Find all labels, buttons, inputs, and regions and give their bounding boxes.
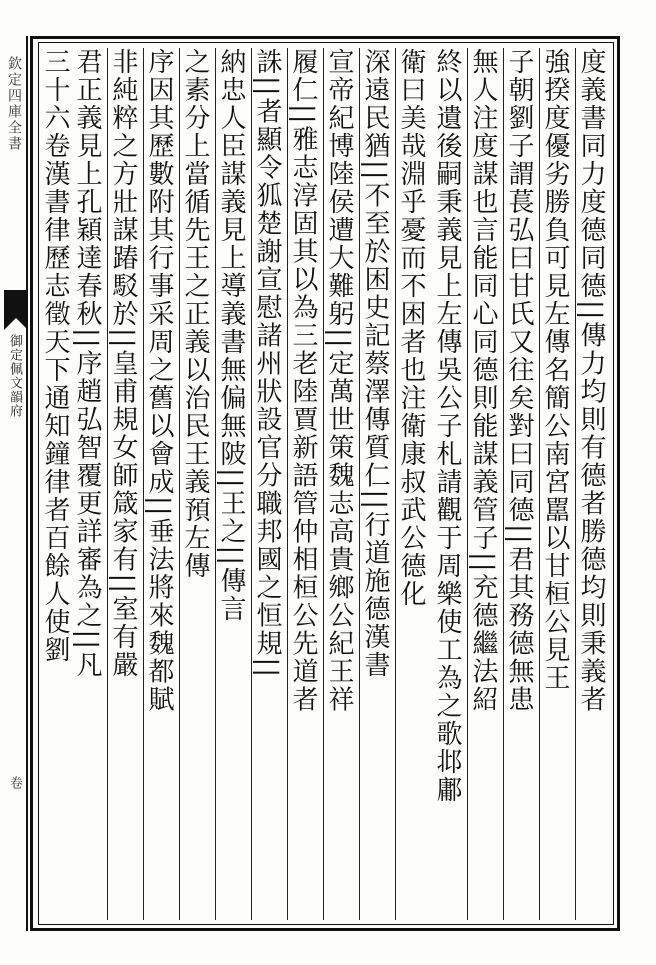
text-column: 君正義見上孔穎達春秋||序趙弘智覆更詳審為之||凡 bbox=[72, 48, 102, 680]
text-column: 履仁||雅志淳固其以為三老陸賈新語管仲相桓公先道者 bbox=[288, 48, 318, 714]
fold-strip-title: 欽定四庫全書 bbox=[6, 56, 22, 152]
text-column: 衛曰美哉淵乎憂而不困者也注衛康叔武公德化 bbox=[396, 48, 426, 608]
column-rule bbox=[143, 48, 144, 920]
column-rule bbox=[323, 48, 324, 920]
text-columns bbox=[42, 48, 612, 920]
text-column: 納忠人臣謀義見上導義書無偏無陂||王之||傳言 bbox=[216, 48, 246, 624]
column-rule bbox=[359, 48, 360, 920]
text-column: 之素分上當循先王之正義以治民王義預左傳 bbox=[180, 48, 210, 580]
column-rule bbox=[395, 48, 396, 920]
column-rule bbox=[287, 48, 288, 920]
text-column: 深遠民猶||不至於困史記蔡澤傳質仁||行道施德漢書 bbox=[360, 48, 390, 680]
column-rule bbox=[467, 48, 468, 920]
text-column: 無人注度謀也言能同心同德則能謀義管子||充德繼法紹 bbox=[468, 48, 498, 714]
column-rule bbox=[251, 48, 252, 920]
fish-tail-mark-icon bbox=[4, 290, 28, 330]
text-column: 強揆度優劣勝負可見左傳名簡公南宮嚚以甘桓公見王 bbox=[540, 48, 570, 692]
text-column: 宣帝紀博陸侯遭大難躬||定萬世策魏志高貴鄉公紀王祥 bbox=[324, 48, 354, 714]
text-column: 終以遺後嗣秉義見上左傳吳公子札請觀于周樂使工為之歌邶鄘 bbox=[432, 48, 462, 804]
column-rule bbox=[539, 48, 540, 920]
text-column: 子朝劉子謂萇弘曰甘氏又往矣對曰同德||君其務德無患 bbox=[504, 48, 534, 714]
fold-strip-folio: 卷 bbox=[7, 776, 22, 789]
column-rule bbox=[107, 48, 108, 920]
text-column: 三十六卷漢書律歷志徵天下通知鐘律者百餘人使劉 bbox=[40, 48, 70, 664]
column-rule bbox=[215, 48, 216, 920]
fold-strip-series-title: 御定佩文韻府 bbox=[7, 334, 22, 418]
text-column: 誅||者顯令狐楚謝宣慰諸州狀設官分職邦國之恒規|| bbox=[252, 48, 282, 680]
text-column: 度義書同力度德同德||傳力均則有德者勝德均則秉義者 bbox=[576, 48, 606, 714]
fold-strip bbox=[0, 36, 30, 931]
column-rule bbox=[179, 48, 180, 920]
text-column: 序因其歷數附其行事采周之舊以會成||垂法將來魏都賦 bbox=[144, 48, 174, 714]
fold-strip-border bbox=[26, 36, 28, 931]
column-rule bbox=[575, 48, 576, 920]
text-column: 非純粹之方壯謀踳駁於||皇甫規女師箴家有||室有嚴 bbox=[108, 48, 138, 680]
column-rule bbox=[503, 48, 504, 920]
